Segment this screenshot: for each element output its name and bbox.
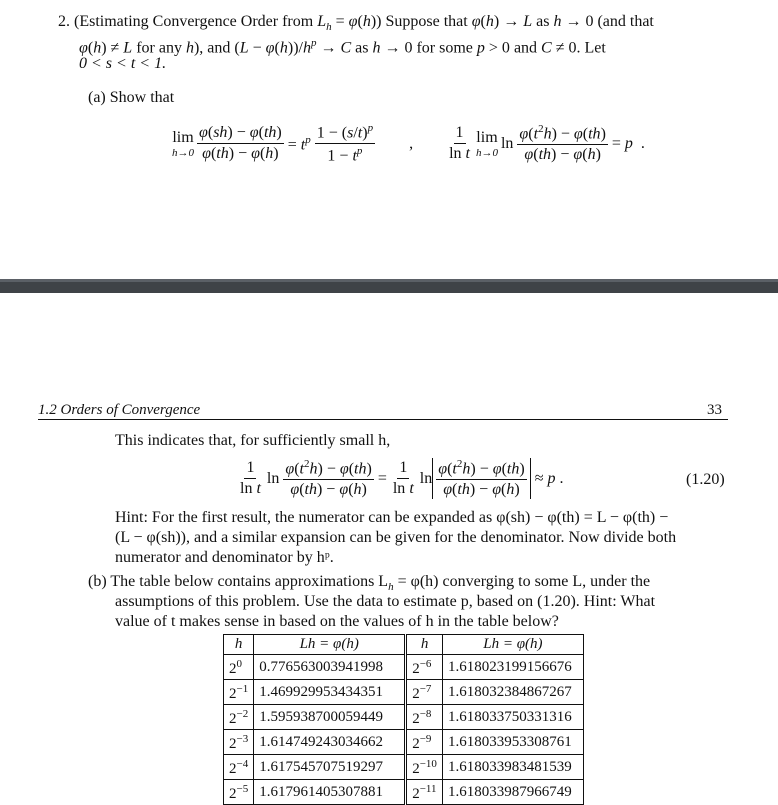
table-cell-value: 1.618032384867267 — [442, 680, 583, 705]
header-lh-right: Lh = φ(h) — [442, 635, 583, 655]
problem-line-1: 2. (Estimating Convergence Order from $L_h = \varphi(h)$) Suppose that φ(h) → L as h → 0 (and that — [58, 13, 654, 34]
equation-number: (1.20) — [686, 471, 725, 488]
problem-number: 2. — [58, 13, 70, 30]
table-row — [224, 730, 584, 755]
part-b-line-3: value of t makes sense in based on the values of h in the table below? — [115, 613, 559, 630]
table-cell-h: $2^{-7}$ — [406, 680, 443, 705]
table-cell-h: $2^{-1}$ — [224, 680, 254, 705]
table-cell-h: $2^{-8}$ — [406, 705, 443, 730]
table-cell-h: $2^{-4}$ — [224, 755, 254, 780]
problem-text-5: as — [351, 39, 373, 57]
table-row — [224, 705, 584, 730]
header-h-right: h — [406, 635, 443, 655]
table-row — [224, 655, 584, 680]
part-a-label: (a) Show that — [88, 89, 175, 106]
page-divider — [0, 279, 778, 293]
problem-text-7: and — [509, 39, 542, 57]
table-cell-value: 1.618033750331316 — [442, 705, 583, 730]
table-cell-h: $2^{-10}$ — [406, 755, 443, 780]
table-cell-h: $2^{-3}$ — [224, 730, 254, 755]
problem-text-6: for some — [412, 39, 477, 57]
hint-line-3: numerator and denominator by hᵖ. — [115, 549, 334, 566]
problem-text-1: as — [532, 13, 554, 30]
intro-text: This indicates that, for sufficiently small h, — [115, 432, 391, 449]
table-cell-value: 1.595938700059449 — [254, 705, 406, 730]
table-cell-h: $2^{-11}$ — [406, 780, 443, 805]
table-cell-h: $2^{-5}$ — [224, 780, 254, 805]
hint-line-1: Hint: For the first result, the numerator can be expanded as φ(sh) − φ(th) = L − φ(th) − — [115, 509, 669, 526]
problem-title-open: (Estimating Convergence Order from — [74, 13, 318, 30]
table-cell-value: 1.618033987966749 — [442, 780, 583, 805]
table-cell-value: 1.617961405307881 — [254, 780, 406, 805]
problem-line-2: φ(h) ≠ L for any h), and $(L - \varphi(h))/h^p \to C$ as h → 0 for some p > 0 and C ≠ 0. Let — [79, 37, 606, 57]
table-row — [224, 680, 584, 705]
part-b-text-1: (b) The table below contains approximations L — [88, 573, 389, 590]
header-rule — [38, 419, 728, 420]
table-cell-value: 1.617545707519297 — [254, 755, 406, 780]
part-b-line-2: assumptions of this problem. Use the data to estimate p, based on (1.20). Hint: What — [115, 593, 656, 610]
table-cell-h: $2^{-9}$ — [406, 730, 443, 755]
table-cell-value: 1.614749243034662 — [254, 730, 406, 755]
table-cell-value: 1.618023199156676 — [442, 655, 583, 680]
header-lh-left: Lh = φ(h) — [254, 635, 406, 655]
table-cell-value: 0.776563003941998 — [254, 655, 406, 680]
problem-title-close: ) Suppose that — [376, 13, 472, 30]
problem-text-4: ), and — [193, 39, 235, 57]
problem-condition: 0 < s < t < 1. — [79, 55, 167, 72]
problem-text-3: for any — [132, 39, 186, 57]
table-cell-h: $2^0$ — [224, 655, 254, 680]
table-header-row — [224, 635, 584, 655]
table-cell-h: $2^{-6}$ — [406, 655, 443, 680]
hint-line-2: (L − φ(sh)), and a similar expansion can be given for the denominator. Now divide both — [115, 529, 677, 546]
table-row — [224, 780, 584, 805]
table-row — [224, 755, 584, 780]
table-cell-h: $2^{-2}$ — [224, 705, 254, 730]
part-b-line-1: (b) The table below contains approximations $L_h = \varphi(h)$ converging to some L, under the — [88, 573, 651, 594]
table-cell-value: 1.618033983481539 — [442, 755, 583, 780]
part-b-text-1b: = φ(h) converging to some L, under the — [393, 573, 651, 590]
page-number: 33 — [707, 402, 722, 418]
equation-1-20: $\frac{1}{\text{ln t}}$ ln $\frac{\varphi(t^2h) - \varphi(th)}{\varphi(th) - \varphi(h)}$ = $\frac{1}{\text{ln t}}$ ln $\frac{\varphi(t^2h) - \varphi(th)}{\varphi(th) - \varphi(h)}$ ≈ p . — [240, 458, 564, 499]
convergence-table — [223, 634, 584, 805]
equation-a: lim h→0 $\frac{\varphi(sh) - \varphi(th)}{\varphi(th) - \varphi(h)}$ = $t^p$ $\frac{1 - (s/t)^p}{1 - t^p}$ , $\frac{1}{\text{ln t}}$ lim h→0 ln $\frac{\varphi(t^2h) - \varphi(th)}{\varphi(th) - \varphi(h)}$ = p . — [172, 122, 645, 165]
header-h-left: h — [224, 635, 254, 655]
table-cell-value: 1.618033953308761 — [442, 730, 583, 755]
section-header: 1.2 Orders of Convergence — [38, 402, 201, 418]
table-cell-value: 1.469929953434351 — [254, 680, 406, 705]
problem-text-2: (and that — [593, 13, 654, 30]
problem-text-8: . Let — [576, 39, 606, 57]
